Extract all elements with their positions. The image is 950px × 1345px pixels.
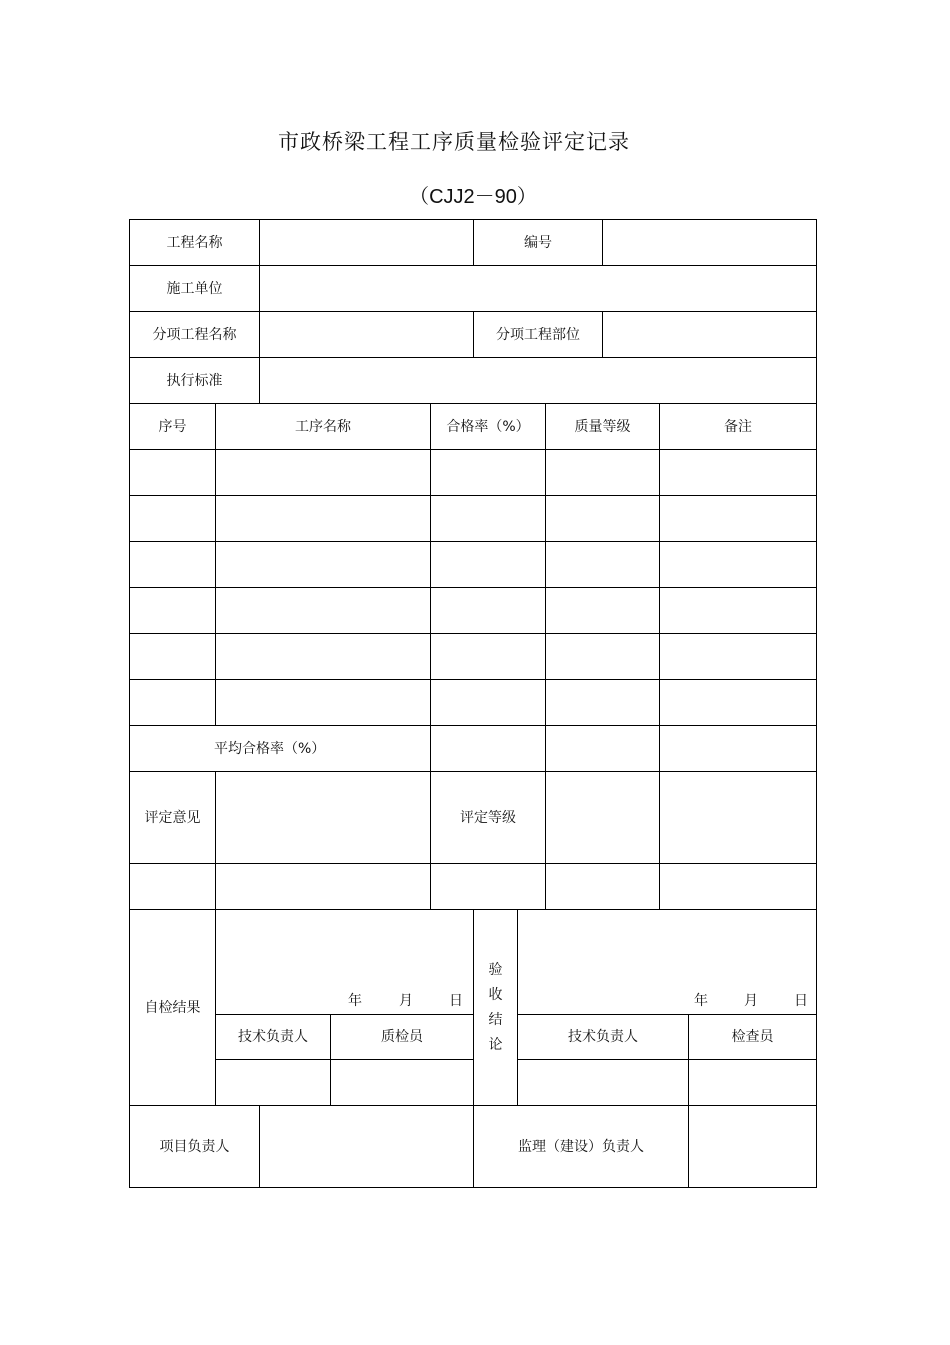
acceptance-label-char: 论 [488,1036,503,1053]
standard-field[interactable] [260,358,816,403]
column-header-quality-grade: 质量等级 [574,418,631,435]
table-line [545,403,546,909]
table-line [129,679,817,680]
table-line [129,449,817,450]
self-check-date-month: 月 [399,993,413,1009]
self-check-label: 自检结果 [144,999,201,1016]
opinion-field[interactable] [216,772,430,863]
construction-unit-field[interactable] [260,266,816,311]
avg-pass-rate-label: 平均合格率（%） [214,740,326,757]
table-border-right [816,219,817,1188]
subitem-name-field[interactable] [260,312,473,357]
self-check-date-day: 日 [449,993,463,1009]
column-header-process-name: 工序名称 [295,418,351,435]
table-line [215,403,216,725]
project-name-field[interactable] [260,220,473,265]
table-line [517,1059,817,1060]
standard-label: 执行标准 [166,372,223,389]
acceptance-label-char: 收 [488,986,503,1003]
column-header-remarks: 备注 [724,418,752,435]
table-line [517,909,518,1105]
opinion-label: 评定意见 [144,809,201,826]
self-check-inspector-label: 质检员 [381,1029,423,1045]
acceptance-label-char: 结 [488,1011,503,1028]
subitem-location-label: 分项工程部位 [496,326,580,343]
subitem-name-label: 分项工程名称 [152,326,237,343]
number-field[interactable] [603,220,816,265]
construction-unit-label: 施工单位 [166,280,223,297]
table-line [129,587,817,588]
acceptance-label [474,910,517,1105]
table-line [129,633,817,634]
document-title: 市政桥梁工程工序质量检验评定记录 [278,130,630,154]
table-line [215,1059,473,1060]
acceptance-label-char: 验 [488,961,503,978]
supervisor-field[interactable] [689,1106,816,1187]
self-check-tech-lead-label: 技术负责人 [238,1029,308,1045]
acceptance-date-day: 日 [794,993,808,1009]
acceptance-date-month: 月 [744,993,758,1009]
column-header-pass-rate: 合格率（%） [446,418,530,435]
acceptance-date-year: 年 [694,993,708,1009]
table-line [129,495,817,496]
number-label: 编号 [524,234,552,251]
project-manager-field[interactable] [260,1106,473,1187]
project-manager-label: 项目负责人 [159,1138,230,1155]
grade-label: 评定等级 [460,809,516,826]
self-check-date-year: 年 [348,993,362,1009]
project-name-label: 工程名称 [166,234,223,251]
table-line [129,541,817,542]
document-subtitle: （CJJ2－90） [409,186,537,208]
table-border-bottom [129,1187,817,1188]
column-header-seq: 序号 [158,418,187,435]
supervisor-label: 监理（建设）负责人 [518,1138,644,1155]
table-line [129,863,817,864]
acceptance-tech-lead-label: 技术负责人 [568,1029,638,1045]
acceptance-checker-label: 检查员 [731,1029,774,1045]
subitem-location-field[interactable] [603,312,816,357]
table-line [659,403,660,909]
